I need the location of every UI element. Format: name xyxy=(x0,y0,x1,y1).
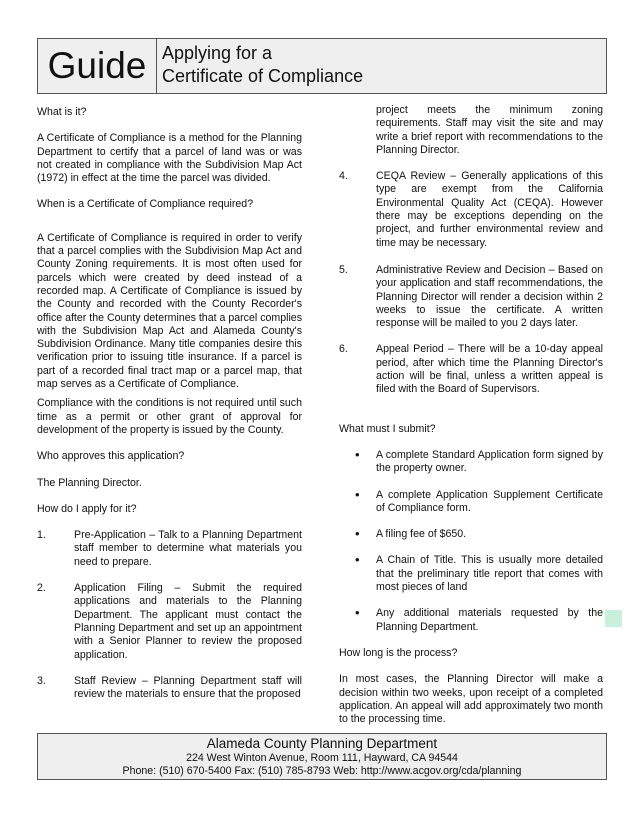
footer xyxy=(37,733,607,780)
footer-address: 224 West Winton Avenue, Room 111, Hayward, CA 94544 xyxy=(186,752,458,764)
step-number: 6. xyxy=(339,343,348,356)
list-item xyxy=(339,446,603,476)
title-line-1: Applying for a xyxy=(162,43,273,63)
step-number: 2. xyxy=(37,582,46,595)
bullet-icon: • xyxy=(355,486,360,502)
footer-contact: Phone: (510) 670-5400 Fax: (510) 785-8793 Web: http://www.acgov.org/cda/planning xyxy=(122,765,522,777)
question-what-submit: What must I submit? xyxy=(339,422,436,435)
step-number: 4. xyxy=(339,170,348,183)
list-item-text: A Chain of Title. This is usually more detailed that the preliminary title report that comes with most pieces of land xyxy=(376,554,603,594)
bullet-icon: • xyxy=(355,446,360,462)
step-item xyxy=(339,264,603,330)
document-title xyxy=(162,42,363,88)
step-text: project meets the minimum zoning requirements. Staff may visit the site and may write a brief report with recommendations to the Planning Director. xyxy=(376,104,603,156)
footer-organization: Alameda County Planning Department xyxy=(206,736,438,751)
title-line-2: Certificate of Compliance xyxy=(162,66,364,86)
highlight-marker xyxy=(605,610,622,627)
list-item-text: A complete Standard Application form signed by the property owner. xyxy=(376,448,603,475)
list-item-text: Any additional materials requested by the Planning Department. xyxy=(376,607,603,633)
step-item xyxy=(37,675,302,702)
guide-label: Guide xyxy=(38,39,157,93)
left-column xyxy=(37,106,302,701)
question-how-long: How long is the process? xyxy=(339,646,458,659)
step-number: 3. xyxy=(37,674,46,687)
list-item xyxy=(339,607,603,634)
question-when-required: When is a Certificate of Compliance required? xyxy=(37,198,254,211)
step-item xyxy=(37,529,302,569)
step-continuation xyxy=(339,104,603,157)
answer-what-is-it: A Certificate of Compliance is a method for the Planning Department to certify that a parcel of land was or was not created in compliance with the Subdivision Map Act (1972) in effect at the time the parcel was divided. xyxy=(37,132,302,185)
step-text: Appeal Period – There will be a 10-day appeal period, after which time the Planning Director's action will be final, unless a written appeal is filed with the Board of Supervisors. xyxy=(376,343,603,396)
step-item xyxy=(339,170,603,250)
step-text: CEQA Review – Generally applications of this type are exempt from the California Environmental Quality Act (CEQA). However there may be exceptions depending on the project, and further environmental review and time may be necessary. xyxy=(376,170,603,249)
list-item xyxy=(339,528,603,541)
bullet-icon: • xyxy=(355,526,360,542)
list-item-text: A filing fee of $650. xyxy=(376,528,467,541)
answer-how-long: In most cases, the Planning Director will make a decision within two weeks, upon receipt of a completed application. An appeal will add approximately two month to the processing time. xyxy=(339,673,603,726)
step-number: 1. xyxy=(37,529,46,542)
list-item-text: A complete Application Supplement Certificate of Compliance form. xyxy=(376,488,603,514)
answer-when-required: A Certificate of Compliance is required in order to verify that a parcel complies with the Subdivision Map Act and County Zoning requirements. It is most often used for parcels which were created by deed instead of a recorded map. A Certificate of Compliance is issued by the County and recorded with the County Recorder's office after the County determines that a parcel complies with the Subdivision Map Act and Alameda County's Subdivision Ordinance. Many title companies desire this verification prior to issuing title insurance. If a parcel is part of a recorded final tract map or a parcel map, that map serves as a Certificate of Compliance. xyxy=(37,231,302,391)
bullet-icon: • xyxy=(355,605,360,621)
list-item xyxy=(339,486,603,516)
bullet-icon: • xyxy=(355,552,360,568)
step-number: 5. xyxy=(339,263,348,276)
answer-who-approves: The Planning Director. xyxy=(37,476,142,489)
step-item xyxy=(339,343,603,396)
step-text: Pre-Application – Talk to a Planning Department staff member to determine what materials you need to prepare. xyxy=(74,529,302,568)
step-item xyxy=(37,582,302,662)
right-column xyxy=(339,106,603,726)
step-text: Administrative Review and Decision – Based on your application and staff recommendations, the Planning Director will render a decision within 2 weeks to issue the certificate. A written response will be mailed to you 2 days later. xyxy=(376,263,603,330)
list-item xyxy=(339,554,603,594)
question-how-apply: How do I apply for it? xyxy=(37,502,137,515)
compliance-conditions-paragraph: Compliance with the conditions is not required until such time as a permit or other grant of approval for development of the property is issued by the County. xyxy=(37,397,302,436)
question-who-approves: Who approves this application? xyxy=(37,450,185,463)
step-text: Application Filing – Submit the required applications and materials to the Planning Department. The applicant must contact the Planning Department and set up an appointment with a Senior Planner to review the proposed application. xyxy=(74,582,302,661)
question-what-is-it: What is it? xyxy=(37,106,87,118)
step-text: Staff Review – Planning Department staff will review the materials to ensure that the proposed xyxy=(74,674,302,701)
guide-header xyxy=(37,38,607,94)
